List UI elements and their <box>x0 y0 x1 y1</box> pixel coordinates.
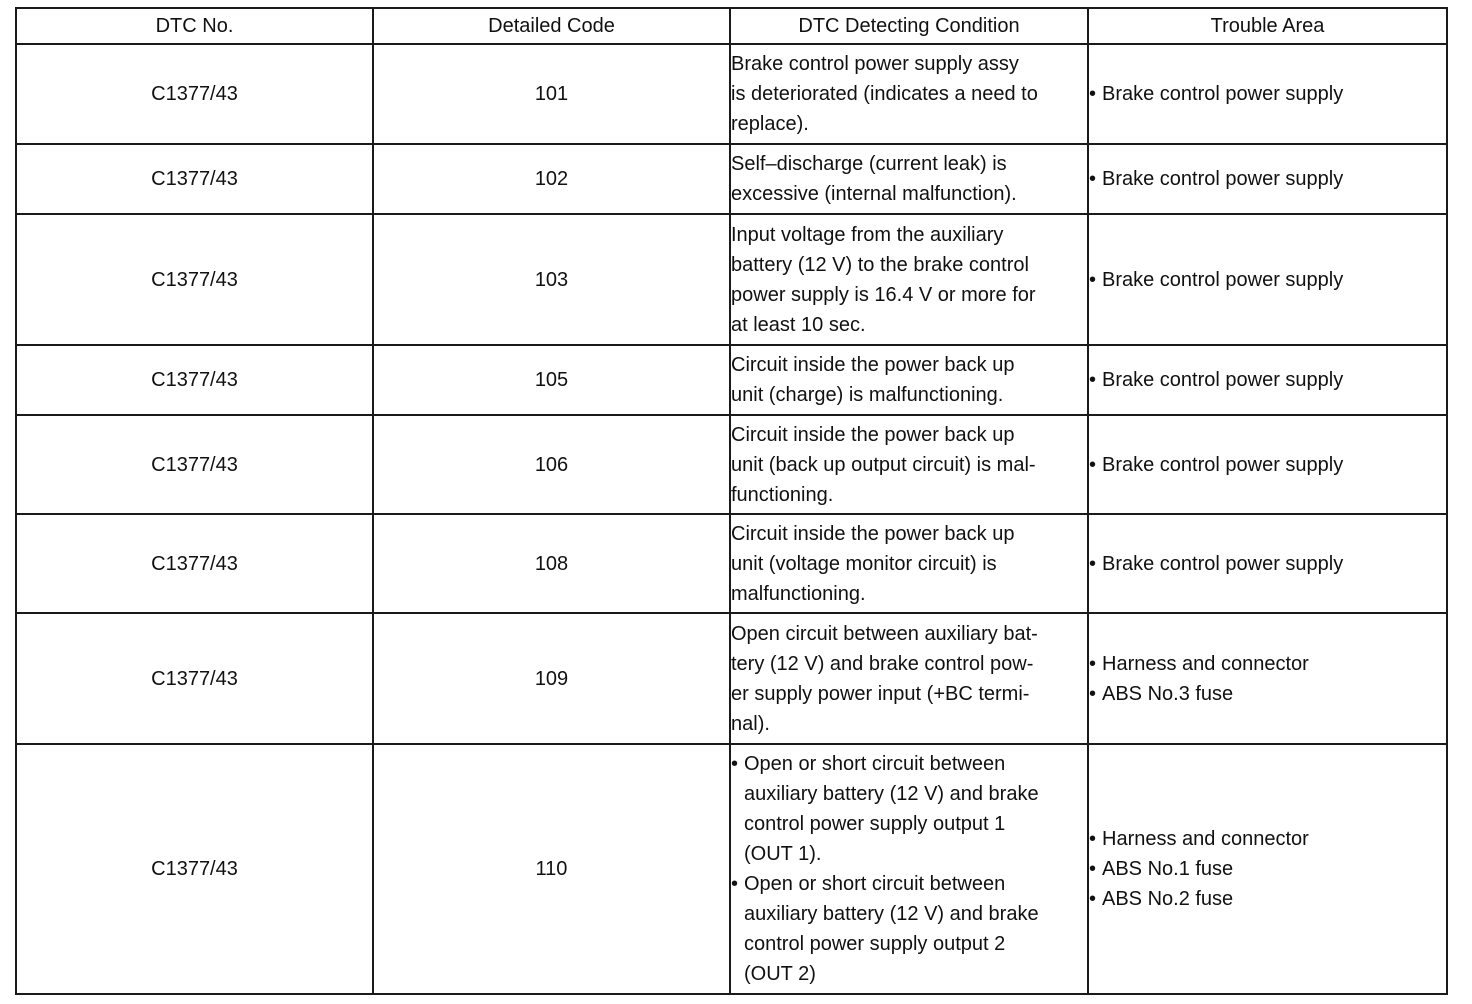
condition-line: Open or short circuit between <box>744 873 1006 895</box>
condition-line: er supply power input (+BC termi- <box>731 682 1030 705</box>
detailed-code-cell: 110 <box>373 744 730 994</box>
condition-line: Circuit inside the power back up <box>731 522 1015 545</box>
condition-line: control power supply output 2 <box>744 933 1006 955</box>
condition-line: replace). <box>731 113 809 135</box>
bullet-icon: • <box>731 753 739 775</box>
header-dtc-no: DTC No. <box>16 8 373 44</box>
condition-line: auxiliary battery (12 V) and brake <box>744 783 1039 805</box>
trouble-area-text: ABS No.1 fuse <box>1102 858 1234 880</box>
table-row <box>16 613 1447 744</box>
trouble-area-text: Brake control power supply <box>1102 83 1344 105</box>
detailed-code-cell: 109 <box>373 613 730 744</box>
trouble-area-item <box>1089 854 1446 884</box>
trouble-area-cell <box>1088 214 1447 345</box>
table-row <box>16 514 1447 613</box>
dtc-number-cell: C1377/43 <box>16 144 373 214</box>
dtc-number-cell: C1377/43 <box>16 44 373 144</box>
trouble-area-text: ABS No.3 fuse <box>1102 682 1234 705</box>
trouble-area-text: Brake control power supply <box>1102 453 1344 476</box>
condition-line: auxiliary battery (12 V) and brake <box>744 903 1039 925</box>
detecting-condition-cell <box>730 345 1088 415</box>
table-row <box>16 415 1447 514</box>
condition-line: battery (12 V) to the brake control <box>731 253 1029 276</box>
detailed-code-cell: 108 <box>373 514 730 613</box>
condition-line: Open circuit between auxiliary bat- <box>731 622 1038 645</box>
trouble-area-item <box>1089 265 1446 295</box>
trouble-area-item <box>1089 679 1446 709</box>
trouble-area-item <box>1089 884 1446 914</box>
header-row <box>16 8 1447 44</box>
condition-line: Brake control power supply assy <box>731 53 1019 75</box>
trouble-area-text: Brake control power supply <box>1102 268 1344 291</box>
condition-line: (OUT 1). <box>744 843 822 865</box>
trouble-area-item <box>1089 549 1446 579</box>
detailed-code-cell: 101 <box>373 44 730 144</box>
bullet-icon: • <box>1089 369 1097 391</box>
condition-bullet <box>731 749 1087 869</box>
detailed-code-cell: 102 <box>373 144 730 214</box>
trouble-area-item <box>1089 164 1446 194</box>
detecting-condition-cell <box>730 415 1088 514</box>
dtc-number-cell: C1377/43 <box>16 514 373 613</box>
condition-line: unit (voltage monitor circuit) is <box>731 552 997 575</box>
bullet-icon: • <box>1089 552 1097 575</box>
condition-line: Circuit inside the power back up <box>731 423 1015 446</box>
trouble-area-item <box>1089 649 1446 679</box>
condition-line: Input voltage from the auxiliary <box>731 223 1004 246</box>
table-row <box>16 744 1447 994</box>
trouble-area-item <box>1089 824 1446 854</box>
detecting-condition-cell <box>730 214 1088 345</box>
condition-line: nal). <box>731 712 770 735</box>
detecting-condition-cell <box>730 744 1088 994</box>
condition-line: unit (charge) is malfunctioning. <box>731 384 1004 406</box>
trouble-area-text: Harness and connector <box>1102 652 1309 675</box>
condition-line: tery (12 V) and brake control pow- <box>731 652 1034 675</box>
detecting-condition-cell <box>730 144 1088 214</box>
trouble-area-cell <box>1088 744 1447 994</box>
bullet-icon: • <box>1089 828 1097 850</box>
condition-bullet <box>731 869 1087 989</box>
trouble-area-cell <box>1088 345 1447 415</box>
trouble-area-cell <box>1088 44 1447 144</box>
condition-line: is deteriorated (indicates a need to <box>731 83 1038 105</box>
condition-line: functioning. <box>731 483 834 506</box>
header-trouble-area: Trouble Area <box>1088 8 1447 44</box>
condition-line: Circuit inside the power back up <box>731 354 1015 376</box>
bullet-icon: • <box>731 873 739 895</box>
table-row <box>16 214 1447 345</box>
bullet-icon: • <box>1089 858 1097 880</box>
dtc-number-cell: C1377/43 <box>16 613 373 744</box>
bullet-icon: • <box>1089 83 1097 105</box>
bullet-icon: • <box>1089 453 1097 476</box>
dtc-number-cell: C1377/43 <box>16 214 373 345</box>
trouble-area-item <box>1089 450 1446 480</box>
trouble-area-cell <box>1088 144 1447 214</box>
condition-line: malfunctioning. <box>731 582 866 605</box>
dtc-table <box>15 7 1448 995</box>
dtc-number-cell: C1377/43 <box>16 415 373 514</box>
bullet-icon: • <box>1089 652 1097 675</box>
condition-line: unit (back up output circuit) is mal- <box>731 453 1036 476</box>
condition-line: power supply is 16.4 V or more for <box>731 283 1036 306</box>
table-row <box>16 345 1447 415</box>
trouble-area-text: Brake control power supply <box>1102 552 1344 575</box>
bullet-icon: • <box>1089 268 1097 291</box>
condition-line: at least 10 sec. <box>731 313 866 336</box>
table-row <box>16 44 1447 144</box>
condition-line: Self–discharge (current leak) is <box>731 153 1007 175</box>
condition-line: excessive (internal malfunction). <box>731 183 1017 205</box>
detecting-condition-cell <box>730 613 1088 744</box>
condition-line: (OUT 2) <box>744 963 816 985</box>
table-row <box>16 144 1447 214</box>
detailed-code-cell: 106 <box>373 415 730 514</box>
header-detecting-condition: DTC Detecting Condition <box>730 8 1088 44</box>
condition-line: Open or short circuit between <box>744 753 1006 775</box>
bullet-icon: • <box>1089 168 1097 190</box>
header-detailed-code: Detailed Code <box>373 8 730 44</box>
trouble-area-cell <box>1088 415 1447 514</box>
detailed-code-cell: 105 <box>373 345 730 415</box>
bullet-icon: • <box>1089 888 1097 910</box>
detecting-condition-cell <box>730 514 1088 613</box>
detailed-code-cell: 103 <box>373 214 730 345</box>
trouble-area-text: ABS No.2 fuse <box>1102 888 1234 910</box>
trouble-area-cell <box>1088 613 1447 744</box>
trouble-area-item <box>1089 365 1446 395</box>
trouble-area-cell <box>1088 514 1447 613</box>
dtc-number-cell: C1377/43 <box>16 744 373 994</box>
condition-line: control power supply output 1 <box>744 813 1006 835</box>
trouble-area-item <box>1089 79 1446 109</box>
detecting-condition-cell <box>730 44 1088 144</box>
dtc-number-cell: C1377/43 <box>16 345 373 415</box>
trouble-area-text: Harness and connector <box>1102 828 1309 850</box>
trouble-area-text: Brake control power supply <box>1102 168 1344 190</box>
trouble-area-text: Brake control power supply <box>1102 369 1344 391</box>
bullet-icon: • <box>1089 682 1097 705</box>
